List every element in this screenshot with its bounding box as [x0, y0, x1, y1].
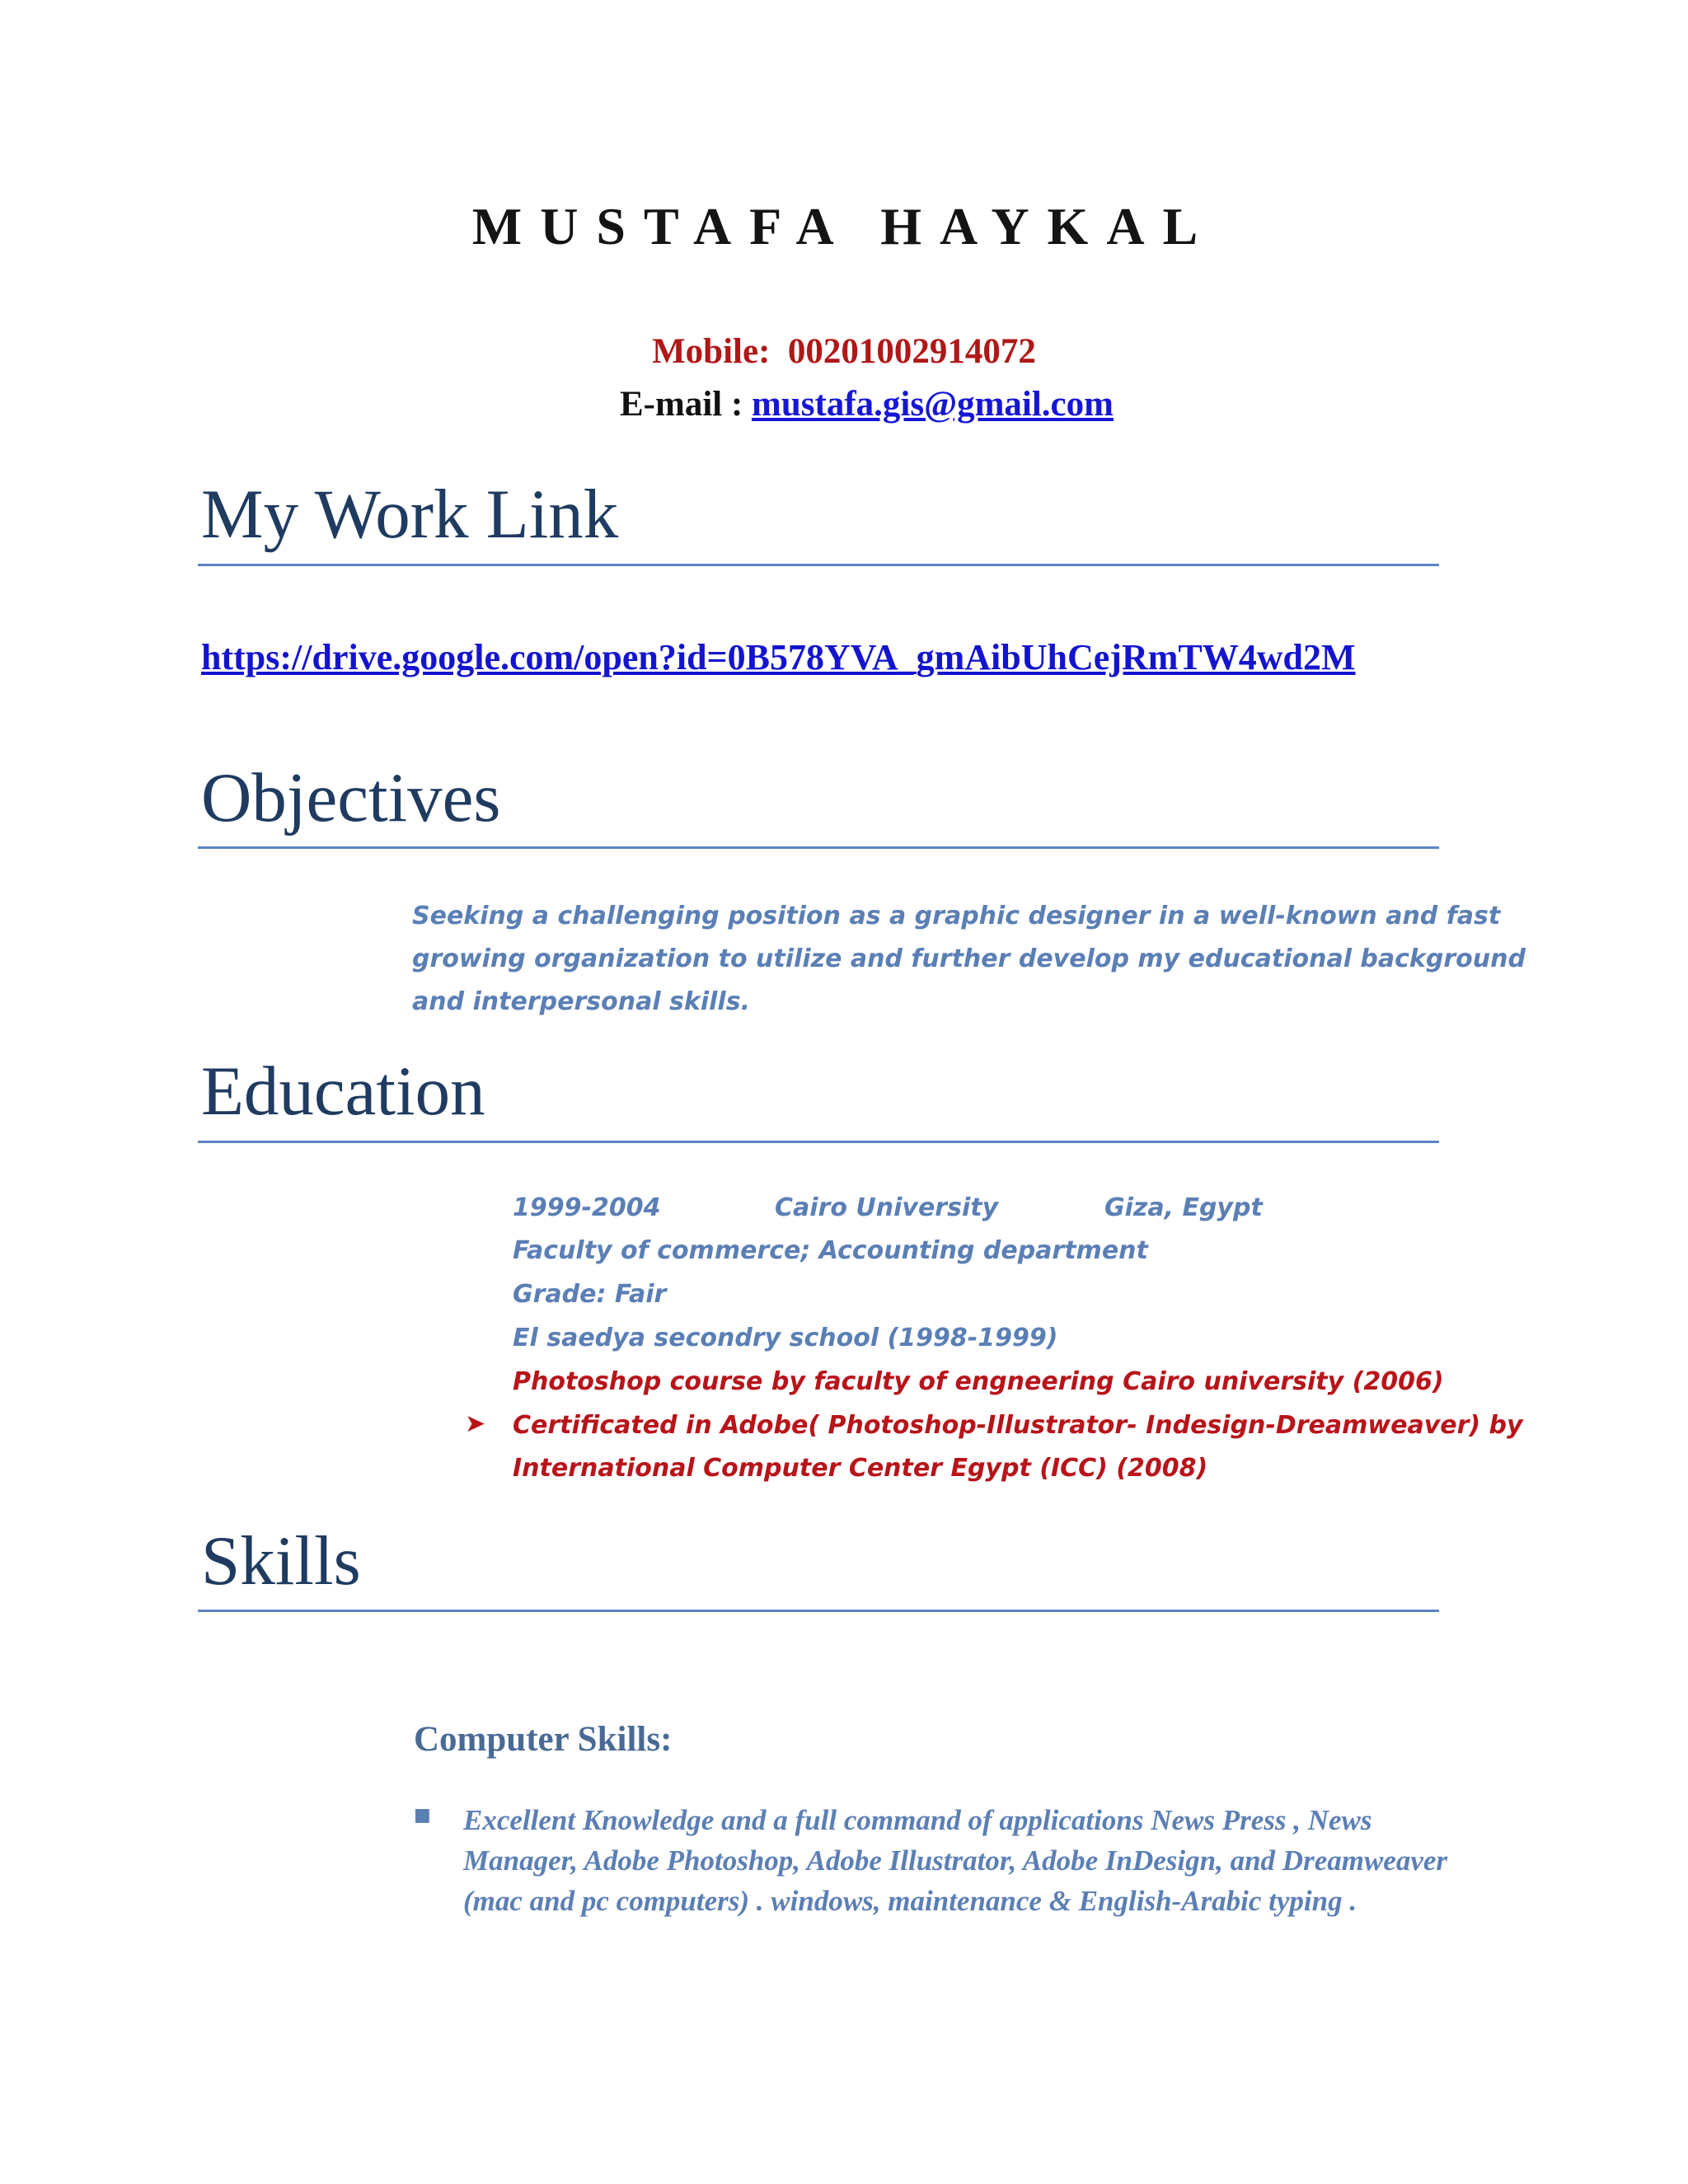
education-certificate-line: Certificated in Adobe( Photoshop-Illustrator- Indesign-Dreamweaver) by [513, 1411, 1523, 1440]
section-divider [198, 1141, 1439, 1143]
mobile-number: 00201002914072 [787, 332, 1036, 371]
education-course: Photoshop course by faculty of engneering Cairo university (2006) [513, 1367, 1444, 1396]
section-title-objectives: Objectives [201, 759, 501, 837]
mobile-label: Mobile: [652, 332, 771, 371]
education-location: Giza, Egypt [1104, 1193, 1263, 1222]
objectives-line: Seeking a challenging position as a graphic designer in a well-known and fast [412, 902, 1501, 930]
education-school: El saedya secondry school (1998-1999) [513, 1324, 1058, 1352]
square-bullet-icon: ■ [414, 1805, 431, 1825]
email-link[interactable]: mustafa.gis@gmail.com [752, 385, 1114, 424]
mobile-line [0, 331, 1688, 372]
email-line [620, 384, 1114, 424]
objectives-line: growing organization to utilize and further develop my educational background [412, 944, 1526, 973]
resume-name: MUSTAFA HAYKAL [471, 197, 1217, 255]
education-grade: Grade: Fair [513, 1280, 667, 1309]
objectives-text [412, 895, 1526, 1024]
computer-skills-heading: Computer Skills: [414, 1720, 673, 1759]
education-years: 1999-2004 [513, 1193, 661, 1222]
section-divider [198, 1610, 1439, 1612]
work-link-url[interactable]: https://drive.google.com/open?id=0B578YVA_gmAibUhCejRmTW4wd2M [201, 637, 1356, 677]
education-faculty: Faculty of commerce; Accounting department [513, 1236, 1148, 1265]
education-university: Cairo University [775, 1193, 999, 1222]
objectives-line: and interpersonal skills. [412, 987, 750, 1016]
arrow-bullet-icon: ➤ [465, 1409, 486, 1438]
education-certificate-line: International Computer Center Egypt (ICC) (2008) [513, 1454, 1208, 1483]
section-divider [198, 846, 1439, 849]
email-label: E-mail : [620, 385, 743, 424]
section-title-skills: Skills [201, 1522, 361, 1600]
section-title-work-link: My Work Link [201, 476, 619, 553]
section-title-education: Education [201, 1052, 485, 1130]
section-divider [198, 564, 1439, 566]
computer-skills-text: Excellent Knowledge and a full command of applications News Press , News Manager, Adobe Photoshop, Adobe Illustrator, Adobe InDesign, and Dreamweaver (mac and pc computers) . windows, maintenance & English-Arabic typing . [463, 1804, 1448, 1917]
